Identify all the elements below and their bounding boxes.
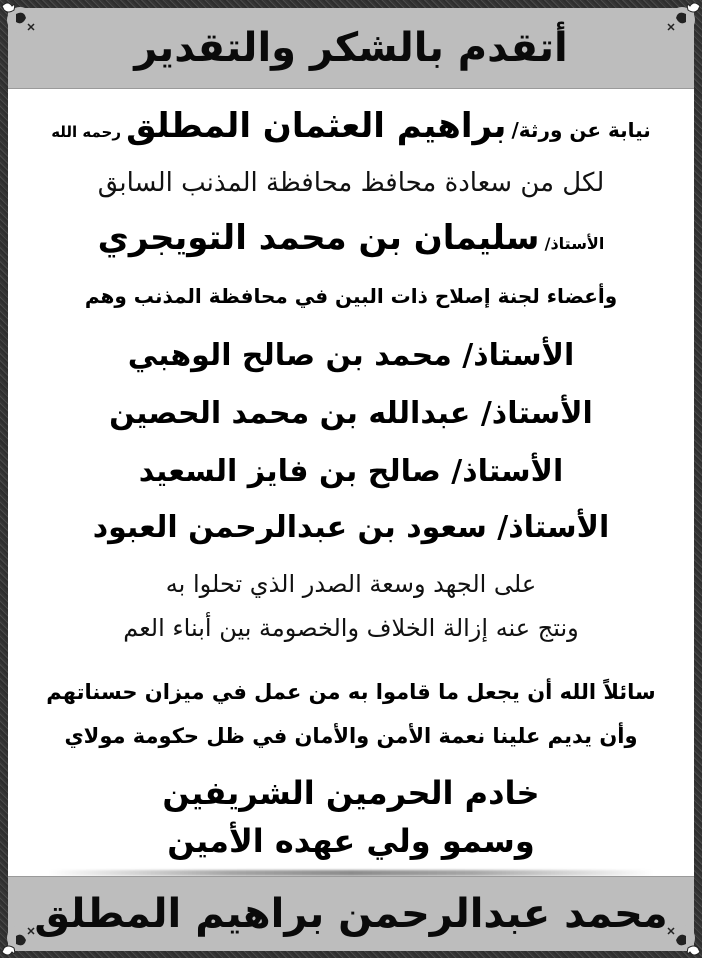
title-prefix: الأستاذ/ [544, 234, 605, 253]
corner-ornament-icon [0, 0, 40, 40]
deceased-name: براهيم العثمان المطلق [126, 106, 507, 146]
governor-line: لكل من سعادة محافظ محافظة المذنب السابق [97, 168, 605, 198]
deceased-suffix: رحمه الله [51, 123, 122, 141]
committee-line: وأعضاء لجنة إصلاح ذات البين في محافظة المذنب وهم [84, 284, 618, 308]
on-behalf-prefix: نيابة عن ورثة/ [511, 118, 651, 142]
thanks-line-2: ونتج عنه إزالة الخلاف والخصومة بين أبناء العم [123, 614, 579, 642]
member-1: الأستاذ/ محمد بن صالح الوهبي [127, 338, 575, 373]
prayer-line-1: سائلاً الله أن يجعل ما قاموا به من عمل في ميزان حسناتهم [46, 680, 656, 704]
member-3: الأستاذ/ صالح بن فايز السعيد [138, 454, 564, 489]
signature: محمد عبدالرحمن براهيم المطلق [34, 891, 668, 937]
on-behalf-line [8, 106, 694, 146]
announcement-sheet [8, 8, 694, 950]
footer-band [8, 876, 694, 951]
thanks-line-1: على الجهد وسعة الصدر الذي تحلوا به [165, 570, 537, 598]
prayer-line-2: وأن يديم علينا نعمة الأمن والأمان في ظل حكومة مولاي [64, 724, 638, 748]
member-2: الأستاذ/ عبدالله بن محمد الحصين [109, 396, 593, 431]
crown-prince-title: وسمو ولي عهده الأمين [167, 822, 535, 860]
king-title: خادم الحرمين الشريفين [162, 774, 540, 812]
header-band [8, 8, 694, 89]
corner-ornament-icon [662, 0, 702, 40]
corner-ornament-icon [0, 918, 40, 958]
governor-name-line [8, 218, 694, 258]
member-4: الأستاذ/ سعود بن عبدالرحمن العبود [92, 510, 610, 545]
governor-name: سليمان بن محمد التويجري [97, 218, 540, 258]
corner-ornament-icon [662, 918, 702, 958]
page-title: أتقدم بالشكر والتقدير [134, 25, 568, 71]
